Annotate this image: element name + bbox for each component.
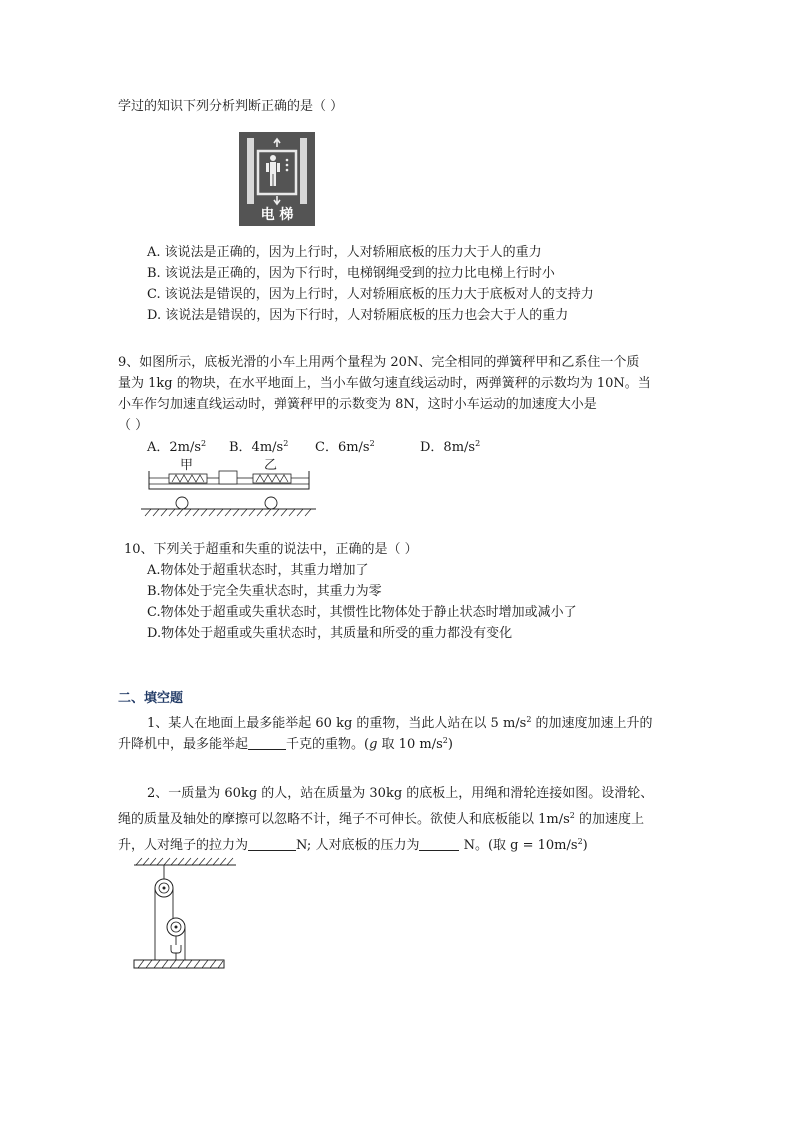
pulley-diagram — [130, 857, 240, 977]
q9-line-4: （ ） — [118, 418, 149, 433]
q9-option-c: C．$6m/s^2$ — [315, 439, 375, 455]
fill2-line-3: 升，人对绳子的拉力为 N; 人对底板的压力为 N。(取 $g = 10m/s^2$) — [118, 837, 588, 853]
fill2-line-1: 2、一质量为 60kg 的人，站在质量为 30kg 的底板上，用绳和滑轮连接如图。设滑轮、 — [147, 786, 654, 801]
spring-label-jia: 甲 — [180, 458, 194, 473]
q9-option-a: A．$2m/s^2$ — [147, 439, 207, 455]
q8-option-c: C. 该说法是错误的，因为上行时，人对轿厢底板的压力大于底板对人的支持力 — [147, 287, 594, 302]
q8-stem: 学过的知识下列分析判断正确的是（ ） — [118, 99, 344, 114]
q10-stem: 10、下列关于超重和失重的说法中，正确的是（ ） — [124, 542, 418, 557]
fill2-line-2: 绳的质量及轴处的摩擦可以忽略不计，绳子不可伸长。欲使人和底板能以 $1m/s^2$ 的加速度上 — [118, 811, 645, 827]
floor-force-blank[interactable] — [419, 838, 459, 851]
fill1-line-2: 升降机中，最多能举起 千克的重物。(g 取 10 $m/s^2$) — [118, 736, 453, 752]
q8-option-d: D. 该说法是错误的，因为下行时，人对轿厢底板的压力也会大于人的重力 — [147, 308, 569, 323]
section-heading: 二、填空题 — [118, 691, 184, 706]
q10-option-c: C.物体处于超重或失重状态时，其惯性比物体处于静止状态时增加或减小了 — [147, 605, 577, 620]
elevator-figure — [239, 132, 315, 226]
spring-label-yi: 乙 — [264, 458, 278, 473]
q10-option-d: D.物体处于超重或失重状态时，其质量和所受的重力都没有变化 — [147, 626, 513, 641]
fill1-answer-blank[interactable] — [248, 737, 286, 750]
q10-option-b: B.物体处于完全失重状态时，其重力为零 — [147, 584, 382, 599]
fill1-line-1: 1、某人在地面上最多能举起 60 kg 的重物，当此人站在以 5 $m/s^2$ 的加速度加速上升的 — [147, 715, 653, 731]
q9-line-3: 小车作匀加速直线运动时，弹簧秤甲的示数变为 8N，这时小车运动的加速度大小是 — [118, 397, 597, 412]
q8-option-a: A. 该说法是正确的，因为上行时，人对轿厢底板的压力大于人的重力 — [147, 245, 542, 260]
q8-option-b: B. 该说法是正确的，因为下行时，电梯钢绳受到的拉力比电梯上行时小 — [147, 266, 555, 281]
cart-diagram — [141, 461, 316, 521]
q10-option-a: A.物体处于超重状态时，其重力增加了 — [147, 563, 369, 578]
elevator-label: 电 梯 — [260, 207, 294, 223]
rope-force-blank[interactable] — [248, 838, 296, 851]
q9-line-1: 9、如图所示，底板光滑的小车上用两个量程为 20N、完全相同的弹簧秤甲和乙系住一个质 — [118, 355, 640, 370]
pulley-figure — [130, 857, 240, 977]
q9-option-d: D．$8m/s^2$ — [420, 439, 481, 455]
q9-option-b: B．$4m/s^2$ — [229, 439, 289, 455]
q9-line-2: 量为 1kg 的物块，在水平地面上，当小车做匀速直线运动时，两弹簧秤的示数均为 10N。当 — [118, 376, 651, 391]
cart-figure — [141, 458, 316, 521]
